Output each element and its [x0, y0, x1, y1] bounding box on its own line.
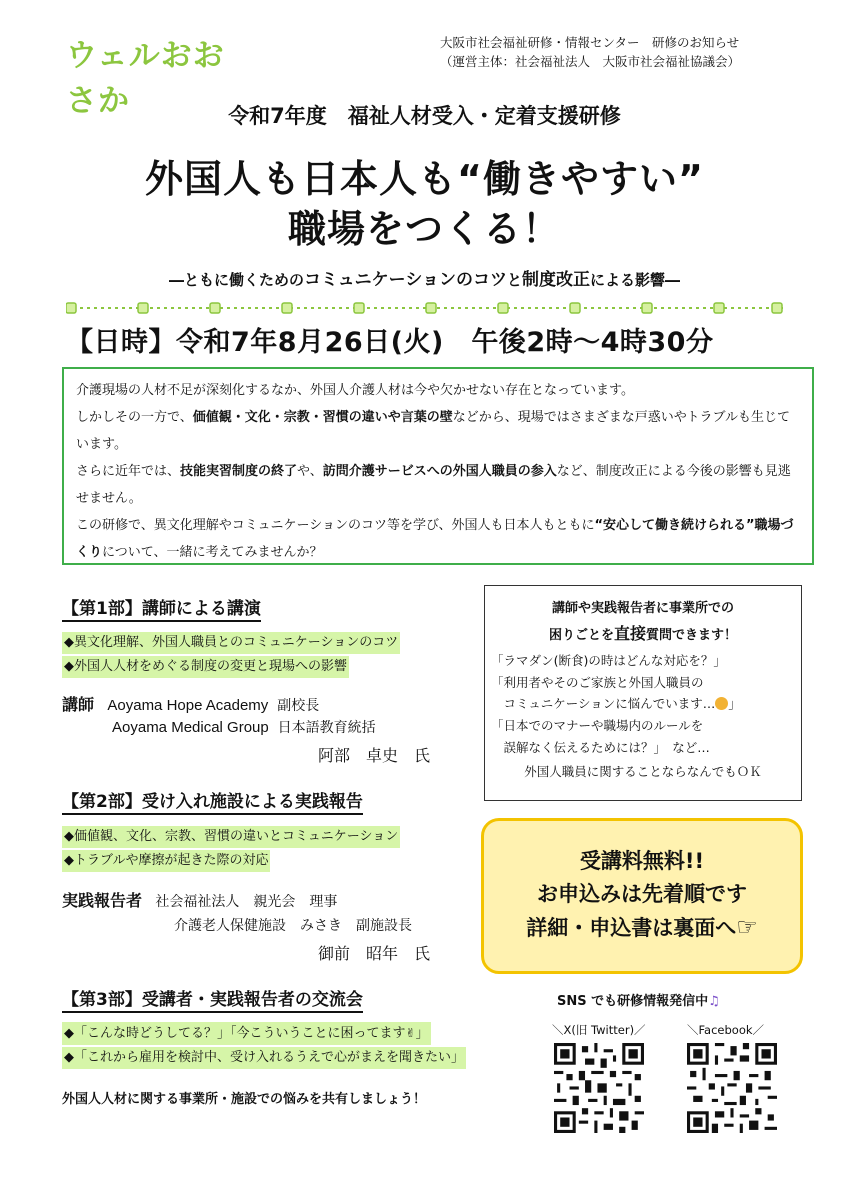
- program-title: 令和7年度 福祉人材受入・定着支援研修: [228, 104, 621, 128]
- bullet-item: [62, 1022, 431, 1045]
- qr-facebook-label: ＼Facebook／: [687, 1023, 765, 1037]
- intro-paragraph: [76, 458, 800, 512]
- question-closing: 外国人職員に関することならなんでもＯＫ: [524, 764, 762, 779]
- intro-text: しかしその一方で、: [76, 410, 193, 425]
- subtitle-part: ―ともに働くための: [168, 271, 304, 289]
- part3-heading: 【第3部】受講者・実践報告者の交流会: [62, 985, 363, 1013]
- question-head-line: 講師や実践報告者に事業所での: [551, 601, 734, 616]
- sad-face-icon: [715, 697, 728, 710]
- lecturer-org: Aoyama Medical Group: [112, 719, 269, 736]
- pointing-hand-icon: ☞: [736, 913, 758, 941]
- bullet-item: ◆トラブルや摩擦が起きた際の対応: [62, 850, 270, 872]
- organizer-info: [440, 33, 800, 71]
- lecturer-role-label: 講師: [62, 695, 95, 714]
- event-datetime: 【日時】令和7年8月26日(火) 午後2時～4時30分: [66, 327, 714, 358]
- intro-emphasis: 訪問介護サービスへの外国人職員の参入: [322, 464, 557, 479]
- bullet-item: ◆「これから雇用を検討中、受け入れるうえで心がまえを聞きたい」: [62, 1047, 466, 1069]
- intro-paragraph: [76, 512, 800, 566]
- main-title-line-1: 外国人も日本人も“働きやすい”: [145, 157, 704, 201]
- intro-emphasis: 価値観・文化・宗教・習慣の違いや言葉の壁: [192, 410, 453, 425]
- qr-code-x[interactable]: [554, 1043, 644, 1133]
- logo-text-wel: ウェル: [66, 38, 161, 74]
- question-example: 「日本でのマナーや職場内のルールを: [491, 718, 704, 733]
- welosaka-logo: [66, 30, 256, 119]
- intro-text: この研修で、異文化理解やコミュニケーションのコツ等を学び、外国人も日本人もともに: [76, 518, 595, 533]
- lecturer-info: [62, 694, 482, 739]
- reporter-org: 社会福祉法人 親光会 理事: [155, 894, 338, 910]
- subtitle-part: による影響―: [590, 271, 681, 289]
- sns-title: SNS でも研修情報発信中: [557, 994, 709, 1009]
- intro-paragraph: [76, 404, 800, 458]
- part1-heading: 【第1部】講師による講演: [62, 594, 261, 622]
- reporter-position: 介護老人保健施設 みさき 副施設長: [174, 918, 412, 934]
- lecturer-name: 阿部 卓史 氏: [318, 746, 431, 765]
- intro-text: 介護現場の人材不足が深刻化するなか、外国人介護人材は今や欠かせない存在となっています。: [76, 383, 634, 398]
- bullet-text: 」: [415, 1026, 429, 1041]
- subtitle-part: と: [506, 271, 522, 289]
- organizer-line-2: （運営主体：社会福祉法人 大阪市社会福祉協議会）: [440, 54, 741, 69]
- lecturer-position: 日本語教育統括: [277, 720, 376, 736]
- question-example: [491, 693, 795, 715]
- notice-first-come: お申込みは先着順です: [537, 882, 747, 906]
- subtitle-part: コミュニケーションのコツ: [304, 270, 507, 290]
- intro-box: [62, 367, 814, 565]
- qr-code-facebook[interactable]: [687, 1043, 777, 1133]
- footer-note: 外国人人材に関する事業所・施設での悩みを共有しましょう！: [62, 1092, 427, 1107]
- lecturer-position: 副校長: [277, 698, 320, 714]
- subtitle: [0, 265, 849, 290]
- reporter-info: [62, 889, 502, 938]
- question-head-part: 困りごとを: [548, 628, 614, 643]
- question-box-heading: [491, 596, 795, 648]
- part2-bullets: [62, 825, 400, 873]
- hand-wave-icon: ✌: [405, 1026, 416, 1040]
- reporter-name: 御前 昭年 氏: [318, 944, 431, 963]
- bullet-item: ◆外国人人材をめぐる制度の変更と現場への影響: [62, 656, 349, 678]
- intro-text: について、一緒に考えてみませんか？: [102, 545, 323, 560]
- intro-emphasis: 技能実習制度の終了: [180, 464, 298, 479]
- logo-text-osaka: おおさか: [66, 38, 225, 119]
- question-example: 「ラマダン(断食)の時はどんな対応を？」: [491, 653, 726, 668]
- question-text: コミュニケーションに悩んでいます…: [491, 696, 716, 711]
- intro-text: などから、現場ではさまざまな戸惑いやトラブルも生じています。: [76, 410, 790, 452]
- notice-box: [481, 818, 803, 974]
- bullet-item: ◆価値観、文化、宗教、習慣の違いとコミュニケーション: [62, 826, 400, 848]
- question-head-emphasis: 直接: [613, 624, 646, 643]
- intro-emphasis: “安心して働き続けられる”職場づくり: [76, 518, 794, 560]
- notice-free: 受講料無料!!: [579, 849, 705, 873]
- question-example: 「利用者やそのご家族と外国人職員の: [491, 675, 704, 690]
- question-head-part: 質問できます！: [646, 628, 738, 643]
- organizer-line-1: 大阪市社会福祉研修・情報センター 研修のお知らせ: [440, 35, 740, 50]
- main-title-line-2: 職場をつくる！: [287, 207, 561, 251]
- qr-x-label: ＼X(旧 Twitter)／: [552, 1023, 646, 1037]
- bullet-text: ◆「こんな時どうしてる？」「今こういうことに困ってます: [64, 1026, 406, 1041]
- part3-bullets: [62, 1021, 466, 1070]
- sns-heading: [557, 990, 720, 1009]
- intro-paragraph: [76, 377, 800, 404]
- dotted-divider: [66, 301, 784, 315]
- reporter-role-label: 実践報告者: [62, 891, 143, 910]
- subtitle-part: 制度改正: [522, 270, 590, 290]
- intro-text: さらに近年では、: [76, 464, 181, 479]
- question-box: [484, 585, 802, 801]
- intro-text: や、: [297, 464, 323, 479]
- question-text: 」: [728, 696, 741, 711]
- bullet-item: ◆異文化理解、外国人職員とのコミュニケーションのコツ: [62, 632, 400, 654]
- lecturer-org: Aoyama Hope Academy: [107, 697, 269, 714]
- part1-bullets: [62, 631, 400, 679]
- intro-text: など、制度改正による今後の影響も見逃せません。: [76, 464, 791, 506]
- part2-heading: 【第2部】受け入れ施設による実践報告: [62, 787, 363, 815]
- question-example: 誤解なく伝えるためには？」 など…: [491, 740, 710, 755]
- music-note-icon: ♫: [708, 994, 720, 1009]
- notice-see-back: 詳細・申込書は裏面へ: [526, 916, 737, 940]
